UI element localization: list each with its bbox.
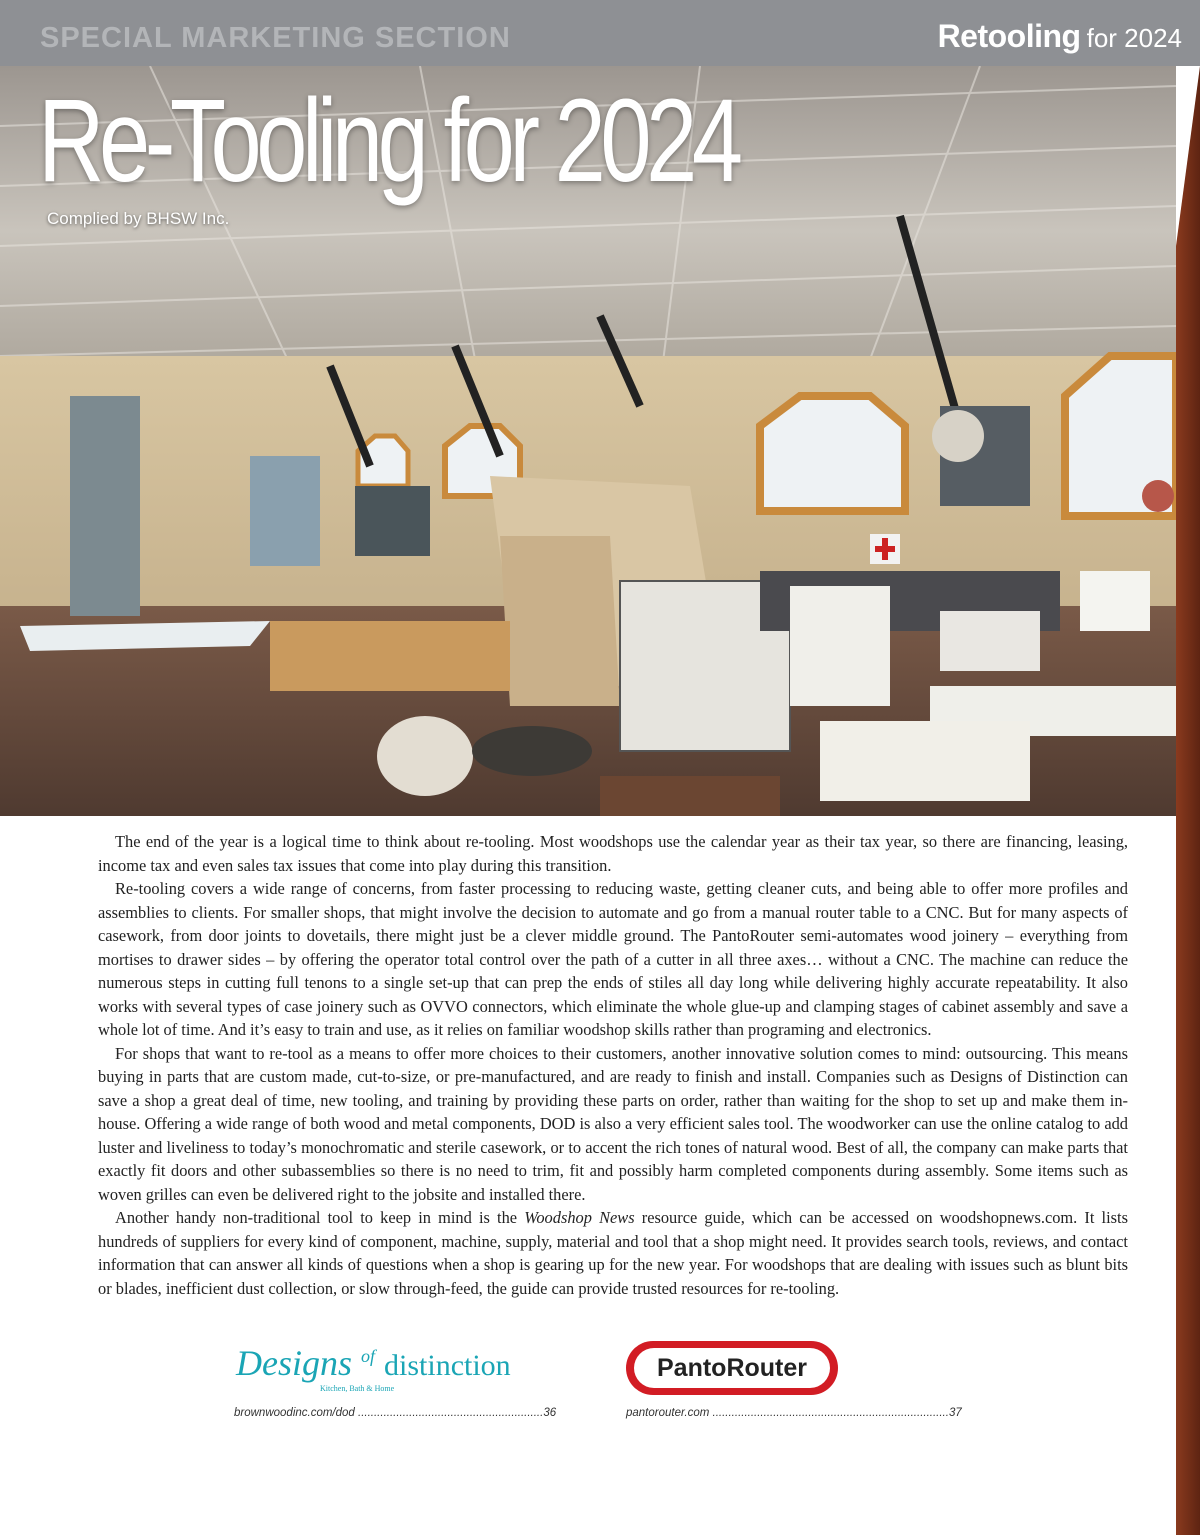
section-tag-light: for 2024 xyxy=(1086,23,1182,53)
page-edge-cap xyxy=(1176,66,1200,246)
article-paragraph-1: The end of the year is a logical time to think about re-tooling. Most woodshops use the calendar year as their tax year, so there are financing, leasing, income tax and even sales tax issues that come into play during this transition. xyxy=(98,832,1128,875)
dod-logo-designs: Designs xyxy=(236,1343,352,1383)
article-paragraph-4 xyxy=(98,1206,1128,1300)
p4-rest: resource guide, which can be accessed on woodshopnews.com. It lists hundreds of suppliers for every kind of component, machine, supply, material and tool that a shop might need. It provides search tools, reviews, and contact information that can answer all kinds of questions when a shop is gearing up for the new year. For woodshops that are dealing with issues such as blunt bits or blades, inefficient dust collection, or slow through-feed, the guide can provide trusted resources for re-tooling. xyxy=(98,1208,1128,1298)
hero-image xyxy=(0,66,1176,816)
dod-logo-tagline: Kitchen, Bath & Home xyxy=(320,1384,395,1393)
pantorouter-listing[interactable]: pantorouter.com ..........................................................................37 xyxy=(626,1407,962,1419)
dod-logo-of: of xyxy=(361,1346,376,1366)
byline: Complied by BHSW Inc. xyxy=(47,209,230,228)
page-title: Re-Tooling for 2024 xyxy=(38,75,738,207)
section-label: SPECIAL MARKETING SECTION xyxy=(40,22,511,54)
section-tag-strong: Retooling xyxy=(937,18,1081,54)
page-edge-strip xyxy=(1176,66,1200,1535)
article-body xyxy=(98,830,1128,1300)
pantorouter-logo[interactable] xyxy=(626,1341,838,1395)
advertiser-pantorouter xyxy=(626,1341,976,1431)
section-tag xyxy=(938,18,1182,55)
dod-logo-script xyxy=(236,1342,511,1384)
publication-name: Woodshop News xyxy=(524,1208,635,1227)
header-band xyxy=(0,0,1200,66)
dod-logo[interactable] xyxy=(236,1342,511,1398)
dod-logo-main: distinction xyxy=(384,1349,511,1382)
advertiser-dod xyxy=(236,1342,576,1432)
article-paragraph-3: For shops that want to re-tool as a means to offer more choices to their customers, another innovative solution comes to mind: outsourcing. This means buying in parts that are custom made, cut-to-size, or pre-manufactured, and are ready to finish and install. Companies such as Designs of Distinction can save a shop a great deal of time, new tooling, and training by providing these parts on order, rather than waiting for the shop to set up and make them in-house. Offering a wide range of both wood and metal components, DOD is also a very efficient sales tool. The woodworker can use the online catalog to add luster and liveliness to today’s monochromatic and sterile casework, or to accent the rich tones of natural wood. Best of all, the company can make parts that exactly fit doors and other subassemblies so there is no need to trim, fit and possibly harm completed components during assembly. Some items such as woven grilles can even be delivered right to the jobsite and installed there. xyxy=(98,1043,1128,1204)
article-paragraph-2: Re-tooling covers a wide range of concerns, from faster processing to reducing waste, getting cleaner cuts, and being able to offer more profiles and assemblies to clients. For smaller shops, that might involve the decision to automate and go from a manual router table to a CNC. But for many aspects of casework, from door joints to dovetails, there might just be a clever middle ground. The PantoRouter semi-automates wood joinery – everything from mortises to drawer sides – by offering the operator total control over the path of a cutter in all three axes… without a CNC. The machine can reduce the numerous steps in cutting full tenons to a single set-up that can prep the ends of stiles all day long while delivering highly accurate repeatability. It also works with several types of case joinery such as OVVO connectors, which eliminate the whole glue-up and clamping stages of cabinet assembly and save a whole lot of time. And it’s easy to train and use, as it relies on familiar woodshop skills rather than programing and electronics. xyxy=(98,879,1128,1039)
dod-listing[interactable]: brownwoodinc.com/dod ..........................................................36 xyxy=(234,1407,557,1419)
pantorouter-logo-text: PantoRouter xyxy=(634,1348,830,1388)
p4-lead: Another handy non-traditional tool to keep in mind is the xyxy=(115,1208,525,1227)
